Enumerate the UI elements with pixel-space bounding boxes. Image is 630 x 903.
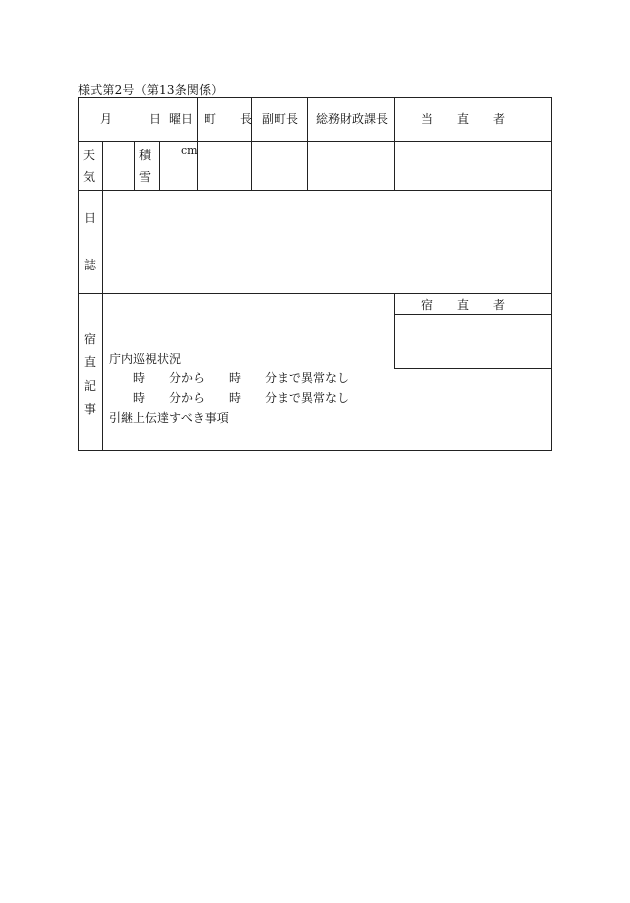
header-divider-4	[394, 98, 395, 190]
duty-log-form	[78, 97, 552, 451]
row-divider-weather	[79, 190, 551, 191]
snow-unit: cm	[181, 144, 198, 157]
duty-box-left-border	[394, 293, 395, 369]
night-duty-label-2: 直	[84, 355, 97, 369]
form-title: 様式第2号（第13条関係）	[78, 83, 224, 97]
weekday-label: 曜日	[169, 112, 194, 126]
row-divider-diary	[79, 293, 551, 294]
general-affairs-chief-label: 総務財政課長	[316, 112, 389, 126]
snow-label-bottom: 雪	[139, 170, 152, 184]
night-duty-label-3: 記	[84, 379, 97, 393]
diary-label-bottom: 誌	[84, 258, 97, 272]
deputy-mayor-label: 副町長	[262, 112, 299, 126]
duty-person-header: 宿 直 者	[421, 298, 506, 312]
handover-notes-label: 引継上伝達すべき事項	[109, 411, 229, 425]
snow-label-top: 積	[139, 148, 152, 162]
patrol-line-1: 時 分から 時 分まで異常なし	[121, 371, 350, 385]
on-duty-label: 当 直 者	[421, 112, 506, 126]
month-label: 月	[100, 112, 113, 126]
night-duty-label-4: 事	[84, 402, 97, 416]
weather-label-top: 天	[83, 148, 96, 162]
diary-label-top: 日	[84, 211, 97, 225]
patrol-line-2: 時 分から 時 分まで異常なし	[121, 391, 350, 405]
snow-divider-left	[134, 141, 135, 190]
header-divider-3	[307, 98, 308, 190]
label-column-divider	[102, 141, 103, 450]
row-divider-header	[79, 141, 551, 142]
duty-box-divider	[395, 368, 551, 369]
patrol-title: 庁内巡視状況	[109, 352, 182, 366]
day-label: 日	[149, 112, 162, 126]
night-duty-label-1: 宿	[84, 332, 97, 346]
mayor-label: 町 長	[204, 112, 253, 126]
snow-divider-right	[159, 141, 160, 190]
duty-header-divider	[395, 314, 551, 315]
weather-label-bottom: 気	[83, 170, 96, 184]
